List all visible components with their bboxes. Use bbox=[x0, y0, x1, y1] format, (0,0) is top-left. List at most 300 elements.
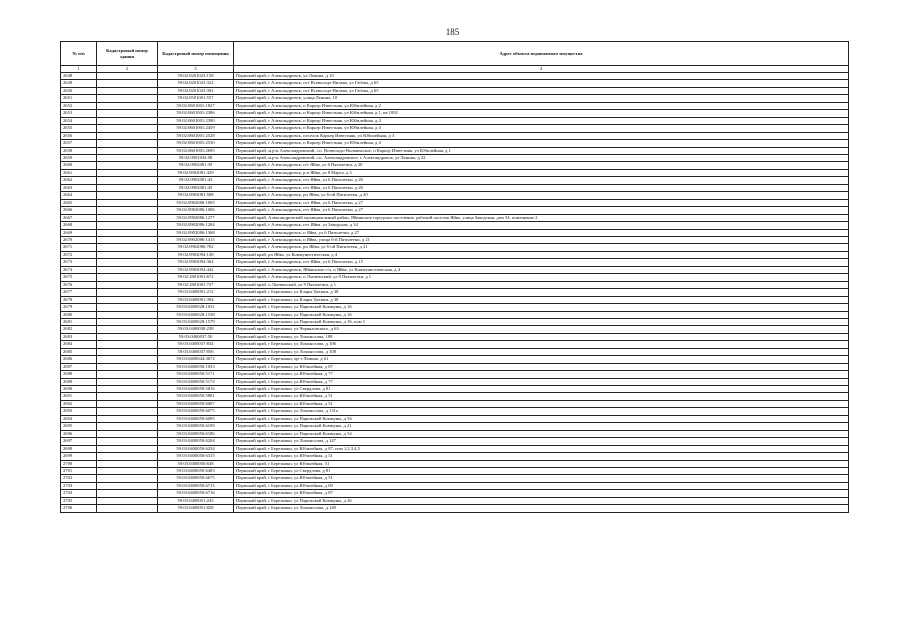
address-cell: Пермский край, г Березники, ул Юбилейная, д 77 bbox=[234, 371, 849, 378]
room-cadastral-cell: 59:03:0400050:6109 bbox=[158, 423, 234, 430]
address-cell: Пермский край, г Александровск, ул Ленина, д 10 bbox=[234, 73, 849, 80]
table-row bbox=[61, 140, 849, 147]
row-number: 2678 bbox=[61, 296, 97, 303]
table-row bbox=[61, 207, 849, 214]
table-row bbox=[61, 73, 849, 80]
row-number: 2671 bbox=[61, 244, 97, 251]
row-number: 2677 bbox=[61, 289, 97, 296]
table-row bbox=[61, 318, 849, 325]
table-row bbox=[61, 304, 849, 311]
table-row bbox=[61, 490, 849, 497]
room-cadastral-cell: 59:02:0902086:1284 bbox=[158, 222, 234, 229]
table-row bbox=[61, 214, 849, 221]
row-number: 2662 bbox=[61, 177, 97, 184]
building-cadastral-cell bbox=[97, 214, 158, 221]
row-number: 2650 bbox=[61, 87, 97, 94]
row-number: 2661 bbox=[61, 169, 97, 176]
address-cell: Пермский край, рп Яйва, ул Коммунистическая, д 4 bbox=[234, 251, 849, 258]
address-cell: Пермский край, г Березники, ул Свердлова, д 81 bbox=[234, 468, 849, 475]
room-cadastral-cell: 59:03:0400050:5816 bbox=[158, 386, 234, 393]
room-cadastral-cell: 59:02:0902086:1368 bbox=[158, 229, 234, 236]
address-cell: Пермский край, г Александровск, рп Яйва, ул 6-ой Пятилетки, д 20 bbox=[234, 192, 849, 199]
room-cadastral-cell: 59:03:0400028:1538 bbox=[158, 311, 234, 318]
property-registry-table bbox=[60, 41, 849, 513]
building-cadastral-cell bbox=[97, 192, 158, 199]
building-cadastral-cell bbox=[97, 453, 158, 460]
row-number: 2704 bbox=[61, 490, 97, 497]
address-cell: Пермский край, г Березники, пр-т Ленина, д 61 bbox=[234, 356, 849, 363]
row-number: 2673 bbox=[61, 259, 97, 266]
table-row bbox=[61, 236, 849, 243]
room-cadastral-cell: 59:02:0201023:322 bbox=[158, 80, 234, 87]
building-cadastral-cell bbox=[97, 497, 158, 504]
table-row bbox=[61, 132, 849, 139]
row-number: 2693 bbox=[61, 408, 97, 415]
building-cadastral-cell bbox=[97, 169, 158, 176]
row-number: 2695 bbox=[61, 423, 97, 430]
building-cadastral-cell bbox=[97, 386, 158, 393]
address-cell: Пермский край, г Березники, ул Юбилейная, д 87 bbox=[234, 490, 849, 497]
room-cadastral-cell: 59:03:0400044:3672 bbox=[158, 356, 234, 363]
row-number: 2699 bbox=[61, 453, 97, 460]
room-cadastral-cell: 59:03:0400001:394 bbox=[158, 296, 234, 303]
room-cadastral-cell: 59:03:0400050:6675 bbox=[158, 475, 234, 482]
room-cadastral-cell: 59:03:0400050:6186 bbox=[158, 430, 234, 437]
table-row bbox=[61, 281, 849, 288]
room-cadastral-cell: 59:03:0400050:5881 bbox=[158, 393, 234, 400]
room-cadastral-cell: 59:02:0902094:364 bbox=[158, 259, 234, 266]
building-cadastral-cell bbox=[97, 236, 158, 243]
building-cadastral-cell bbox=[97, 87, 158, 94]
room-cadastral-cell: 59:02:0902094:442 bbox=[158, 266, 234, 273]
table-row bbox=[61, 482, 849, 489]
row-number: 2670 bbox=[61, 236, 97, 243]
room-cadastral-cell: 59:02:0601001:2695 bbox=[158, 147, 234, 154]
table-row bbox=[61, 363, 849, 370]
table-row bbox=[61, 229, 849, 236]
table-row bbox=[61, 430, 849, 437]
row-number: 2701 bbox=[61, 468, 97, 475]
address-cell: Пермский край, г Александровск, п/т Яйва, ул 6 Пятилетки, д 20 bbox=[234, 162, 849, 169]
room-cadastral-cell: 59:03:0400050:6234 bbox=[158, 445, 234, 452]
address-cell: Пермский край, г Березники, ул Юбилейная, д 51 bbox=[234, 393, 849, 400]
column-number: 3 bbox=[158, 66, 234, 73]
room-cadastral-cell: 59:03:0400030:238 bbox=[158, 326, 234, 333]
room-cadastral-cell: 59:02:0902086:1415 bbox=[158, 236, 234, 243]
address-cell: Пермский край, г Александровск, п Карьер Известняк, ул Юбилейная, д 2 bbox=[234, 102, 849, 109]
table-row bbox=[61, 80, 849, 87]
table-body bbox=[61, 73, 849, 513]
building-cadastral-cell bbox=[97, 154, 158, 161]
address-cell: Пермский край, г Александровск, пгт Яйва, ул Заводская, д 34 bbox=[234, 222, 849, 229]
table-row bbox=[61, 289, 849, 296]
table-row bbox=[61, 341, 849, 348]
row-number: 2654 bbox=[61, 117, 97, 124]
room-cadastral-cell: 59:02:0902086:1005 bbox=[158, 199, 234, 206]
building-cadastral-cell bbox=[97, 147, 158, 154]
row-number: 2658 bbox=[61, 147, 97, 154]
room-cadastral-cell: 59:03:0400050:6204 bbox=[158, 438, 234, 445]
building-cadastral-cell bbox=[97, 102, 158, 109]
room-cadastral-cell: 59:03:0400050:6315 bbox=[158, 453, 234, 460]
row-number: 2702 bbox=[61, 475, 97, 482]
table-row bbox=[61, 445, 849, 452]
table-row bbox=[61, 162, 849, 169]
room-cadastral-cell: 59:03:0400028:1579 bbox=[158, 318, 234, 325]
address-cell: Пермский край, г Березники, ул Ломоносова, д 131а bbox=[234, 408, 849, 415]
room-cadastral-cell: 59:02:0902081:45 bbox=[158, 184, 234, 191]
column-number: 2 bbox=[97, 66, 158, 73]
room-cadastral-cell: 59:02:0601001:2528 bbox=[158, 132, 234, 139]
room-cadastral-cell: 59:03:0400050:6483 bbox=[158, 468, 234, 475]
room-cadastral-cell: 59:02:2801001:727 bbox=[158, 281, 234, 288]
room-cadastral-cell: 59:02:0902094:138 bbox=[158, 251, 234, 258]
row-number: 2656 bbox=[61, 132, 97, 139]
row-number: 2669 bbox=[61, 229, 97, 236]
room-cadastral-cell: 59:02:0902081:429 bbox=[158, 169, 234, 176]
column-number-row bbox=[61, 66, 849, 73]
row-number: 2674 bbox=[61, 266, 97, 273]
building-cadastral-cell bbox=[97, 393, 158, 400]
row-number: 2685 bbox=[61, 348, 97, 355]
address-cell: Пермский край, г Александровск, пгт Всеволодо-Вильва, ул Габова, д 65 bbox=[234, 87, 849, 94]
room-cadastral-cell: 59:02:0902081:43 bbox=[158, 177, 234, 184]
building-cadastral-cell bbox=[97, 266, 158, 273]
room-cadastral-cell: 59:02:0902086:782 bbox=[158, 244, 234, 251]
building-cadastral-cell bbox=[97, 207, 158, 214]
building-cadastral-cell bbox=[97, 438, 158, 445]
table-row bbox=[61, 311, 849, 318]
column-number: 1 bbox=[61, 66, 97, 73]
row-number: 2655 bbox=[61, 125, 97, 132]
row-number: 2686 bbox=[61, 356, 97, 363]
address-cell: Пермский край, г Березники, ул Юбилейная, д 77 bbox=[234, 378, 849, 385]
building-cadastral-cell bbox=[97, 95, 158, 102]
room-cadastral-cell: 59:02:0902081:588 bbox=[158, 192, 234, 199]
row-number: 2705 bbox=[61, 497, 97, 504]
address-cell: Пермский край, г Березники, ул Юбилейная, д 87, пом 1,2,3,4,5 bbox=[234, 445, 849, 452]
room-cadastral-cell: 59:02:0601001:2530 bbox=[158, 140, 234, 147]
building-cadastral-cell bbox=[97, 378, 158, 385]
address-cell: Пермский край, г Березники, ул Парижской Коммуны, д 21 bbox=[234, 423, 849, 430]
address-cell: Пермский край, г Александровск, п Карьер Известняк, ул Юбилейная, д 1, кв 1002 bbox=[234, 110, 849, 117]
table-row bbox=[61, 259, 849, 266]
row-number: 2667 bbox=[61, 214, 97, 221]
room-cadastral-cell: 59:03:0400037:856 bbox=[158, 348, 234, 355]
building-cadastral-cell bbox=[97, 162, 158, 169]
row-number: 2665 bbox=[61, 199, 97, 206]
building-cadastral-cell bbox=[97, 445, 158, 452]
room-cadastral-cell: 59:02:0902081:39 bbox=[158, 162, 234, 169]
building-cadastral-cell bbox=[97, 73, 158, 80]
room-cadastral-cell: 59:03:0400037:834 bbox=[158, 341, 234, 348]
address-cell: Пермский край, г Березники, ул Юбилейная, д 51 bbox=[234, 400, 849, 407]
building-cadastral-cell bbox=[97, 356, 158, 363]
building-cadastral-cell bbox=[97, 408, 158, 415]
table-row bbox=[61, 125, 849, 132]
address-cell: Пермский край, г Березники, ул Юбилейная, д 51 bbox=[234, 475, 849, 482]
room-cadastral-cell: 59:03:0400050:6007 bbox=[158, 400, 234, 407]
building-cadastral-cell bbox=[97, 304, 158, 311]
building-cadastral-cell bbox=[97, 423, 158, 430]
building-cadastral-cell bbox=[97, 371, 158, 378]
room-cadastral-cell: 59:03:0400050:1033 bbox=[158, 363, 234, 370]
address-cell: Пермский край, м.р-н Александровский, г.п. Всеволодо-Вильвенское, п Карьер Известняк, ул Юбилейная, д 1 bbox=[234, 147, 849, 154]
building-cadastral-cell bbox=[97, 341, 158, 348]
building-cadastral-cell bbox=[97, 259, 158, 266]
table-row bbox=[61, 386, 849, 393]
table-row bbox=[61, 192, 849, 199]
row-number: 2703 bbox=[61, 482, 97, 489]
room-cadastral-cell: 59:03:0400051:245 bbox=[158, 497, 234, 504]
address-cell: Пермский край, г Александровск, пгт Яйва, ул 6 Пятилетки, д 27 bbox=[234, 207, 849, 214]
room-cadastral-cell: 59:02:0601001:2459 bbox=[158, 125, 234, 132]
row-number: 2679 bbox=[61, 304, 97, 311]
building-cadastral-cell bbox=[97, 311, 158, 318]
building-cadastral-cell bbox=[97, 460, 158, 467]
table-row bbox=[61, 266, 849, 273]
building-cadastral-cell bbox=[97, 199, 158, 206]
address-cell: Пермский край, г Александровск, улица Ленина, 10 bbox=[234, 95, 849, 102]
building-cadastral-cell bbox=[97, 475, 158, 482]
address-cell: Пермский край, г Березники, ул Свердлова, д 81 bbox=[234, 386, 849, 393]
table-row bbox=[61, 333, 849, 340]
room-cadastral-cell: 59:02:0201023:158 bbox=[158, 73, 234, 80]
row-number: 2676 bbox=[61, 281, 97, 288]
address-cell: Пермский край, г Березники, ул Черняховского, д 63 bbox=[234, 326, 849, 333]
address-cell: Пермский край, г Березники, ул Ломоносова, д 147 bbox=[234, 438, 849, 445]
building-cadastral-cell bbox=[97, 184, 158, 191]
row-number: 2666 bbox=[61, 207, 97, 214]
row-number: 2668 bbox=[61, 222, 97, 229]
room-cadastral-cell: 59:03:0400050:5174 bbox=[158, 378, 234, 385]
building-cadastral-cell bbox=[97, 125, 158, 132]
address-cell: Пермский край, г Александровск, п Лытвенский, ул 9 Пятилетки, д 1 bbox=[234, 274, 849, 281]
building-cadastral-cell bbox=[97, 251, 158, 258]
building-cadastral-cell bbox=[97, 430, 158, 437]
address-cell: Пермский край, г Александровск, Яйвинское г/п, п Яйва, ул Коммунистическая, д 4 bbox=[234, 266, 849, 273]
table-row bbox=[61, 348, 849, 355]
table-row bbox=[61, 408, 849, 415]
room-cadastral-cell: 59:02:0601001:1827 bbox=[158, 102, 234, 109]
room-cadastral-cell: 59:02:0601001:2386 bbox=[158, 110, 234, 117]
table-row bbox=[61, 393, 849, 400]
row-number: 2680 bbox=[61, 311, 97, 318]
table-row bbox=[61, 423, 849, 430]
row-number: 2657 bbox=[61, 140, 97, 147]
building-cadastral-cell bbox=[97, 110, 158, 117]
address-cell: Пермский край, г Александровск, пгт Яйва, ул 6 Пятилетки, д 20 bbox=[234, 184, 849, 191]
room-cadastral-cell: 59:02:0901034:58 bbox=[158, 154, 234, 161]
room-cadastral-cell: 59:02:0902086:1277 bbox=[158, 214, 234, 221]
address-cell: Пермский край, г Александровск, пгт Яйва, ул 6 Пятилетки, д 20 bbox=[234, 177, 849, 184]
row-number: 2649 bbox=[61, 80, 97, 87]
address-cell: Пермский край, г Березники, ул Ломоносова, д 106 bbox=[234, 341, 849, 348]
room-cadastral-cell: 59:03:0400050:6075 bbox=[158, 408, 234, 415]
building-cadastral-cell bbox=[97, 132, 158, 139]
table-row bbox=[61, 184, 849, 191]
table-row bbox=[61, 147, 849, 154]
address-cell: Пермский край, г Александровск, рп Яйва, ул 6-ой Пятилетки, д 21 bbox=[234, 244, 849, 251]
row-number: 2652 bbox=[61, 102, 97, 109]
table-row bbox=[61, 199, 849, 206]
row-number: 2706 bbox=[61, 505, 97, 512]
address-cell: Пермский край, г Березники, ул Клары Цеткин, д 38 bbox=[234, 289, 849, 296]
address-cell: Пермский край, г Александровск, п Карьер Известняк, ул Юбилейная, д 4 bbox=[234, 117, 849, 124]
building-cadastral-cell bbox=[97, 117, 158, 124]
address-cell: Пермский край, г Березники, ул Ломоносова, д 149 bbox=[234, 505, 849, 512]
room-cadastral-cell: 59:03:0400001:212 bbox=[158, 289, 234, 296]
address-cell: Пермский край, г Александровск, пгт Яйва, ул 6 Пятилетки, д 27 bbox=[234, 199, 849, 206]
building-cadastral-cell bbox=[97, 80, 158, 87]
building-cadastral-cell bbox=[97, 318, 158, 325]
row-number: 2696 bbox=[61, 430, 97, 437]
table-row bbox=[61, 251, 849, 258]
table-row bbox=[61, 117, 849, 124]
address-cell: Пермский край, г Александровск, поселок Карьер Известняк, ул Юбилейная, д 3 bbox=[234, 132, 849, 139]
row-number: 2687 bbox=[61, 363, 97, 370]
header-room-cadastral: Кадастровый номер помещения bbox=[158, 42, 234, 66]
header-num: № п/п bbox=[61, 42, 97, 66]
address-cell: Пермский край, Александровский муниципальный район, Яйвинское городское поселение, рабочий поселок Яйва, улица Заводская, дом 34, помещение 2 bbox=[234, 214, 849, 221]
address-cell: Пермский край, г Березники, ул Ломоносова, д 108 bbox=[234, 348, 849, 355]
address-cell: Пермский край, г Березники, ул Парижской Коммуны, д 26 bbox=[234, 497, 849, 504]
table-row bbox=[61, 154, 849, 161]
row-number: 2688 bbox=[61, 371, 97, 378]
table-row bbox=[61, 505, 849, 512]
row-number: 2692 bbox=[61, 400, 97, 407]
row-number: 2682 bbox=[61, 326, 97, 333]
room-cadastral-cell: 59:03:0400051:828 bbox=[158, 505, 234, 512]
building-cadastral-cell bbox=[97, 222, 158, 229]
row-number: 2664 bbox=[61, 192, 97, 199]
building-cadastral-cell bbox=[97, 140, 158, 147]
row-number: 2675 bbox=[61, 274, 97, 281]
header-building-cadastral: Кадастровый номер здания bbox=[97, 42, 158, 66]
table-row bbox=[61, 274, 849, 281]
table-row bbox=[61, 169, 849, 176]
room-cadastral-cell: 59:03:0400050:5171 bbox=[158, 371, 234, 378]
building-cadastral-cell bbox=[97, 505, 158, 512]
address-cell: Пермский край, г Березники, ул Парижской Коммуны, д 16, пом 1 bbox=[234, 318, 849, 325]
table-row bbox=[61, 468, 849, 475]
row-number: 2697 bbox=[61, 438, 97, 445]
building-cadastral-cell bbox=[97, 326, 158, 333]
building-cadastral-cell bbox=[97, 177, 158, 184]
table-row bbox=[61, 378, 849, 385]
address-cell: Пермский край, г Березники, ул Юбилейная, д 51 bbox=[234, 453, 849, 460]
table-row bbox=[61, 95, 849, 102]
room-cadastral-cell: 59:02:2801001:672 bbox=[158, 274, 234, 281]
table-row bbox=[61, 102, 849, 109]
page-number: 185 bbox=[445, 27, 460, 37]
row-number: 2683 bbox=[61, 333, 97, 340]
address-cell: Пермский край, г Александровск, п Карьер Известняк, ул Юбилейная, д 4 bbox=[234, 140, 849, 147]
room-cadastral-cell: 59:03:0400050:6095 bbox=[158, 415, 234, 422]
table-row bbox=[61, 177, 849, 184]
address-cell: Пермский край, м.р-н Александровский, г.п. Александровское, г Александровск, ул Ленина, д 22 bbox=[234, 154, 849, 161]
address-cell: Пермский край, г Березники, ул Парижской Коммуны, д 54 bbox=[234, 430, 849, 437]
building-cadastral-cell bbox=[97, 348, 158, 355]
building-cadastral-cell bbox=[97, 490, 158, 497]
address-cell: Пермский край, г Александровск, п Яйва, улица 6-й Пятилетки, д 21 bbox=[234, 236, 849, 243]
row-number: 2690 bbox=[61, 386, 97, 393]
row-number: 2684 bbox=[61, 341, 97, 348]
row-number: 2648 bbox=[61, 73, 97, 80]
table-row bbox=[61, 296, 849, 303]
address-cell: Пермский край, г Березники, ул Юбилейная, д 87 bbox=[234, 363, 849, 370]
row-number: 2691 bbox=[61, 393, 97, 400]
table-row bbox=[61, 438, 849, 445]
table-row bbox=[61, 222, 849, 229]
room-cadastral-cell: 59:03:0400050:638 bbox=[158, 460, 234, 467]
building-cadastral-cell bbox=[97, 289, 158, 296]
building-cadastral-cell bbox=[97, 363, 158, 370]
row-number: 2660 bbox=[61, 162, 97, 169]
building-cadastral-cell bbox=[97, 333, 158, 340]
table-row bbox=[61, 475, 849, 482]
header-address: Адрес объекта недвижимого имущества bbox=[234, 42, 849, 66]
row-number: 2659 bbox=[61, 154, 97, 161]
table-header-row bbox=[61, 42, 849, 66]
table-row bbox=[61, 415, 849, 422]
address-cell: Пермский край, г Березники, ул Юбилейная, 51 bbox=[234, 460, 849, 467]
building-cadastral-cell bbox=[97, 482, 158, 489]
room-cadastral-cell: 59:02:0501001:557 bbox=[158, 95, 234, 102]
table-row bbox=[61, 87, 849, 94]
table-row bbox=[61, 400, 849, 407]
room-cadastral-cell: 59:02:0201023:392 bbox=[158, 87, 234, 94]
building-cadastral-cell bbox=[97, 244, 158, 251]
table-row bbox=[61, 453, 849, 460]
address-cell: Пермский край, г Березники, ул Юбилейная, д 69 bbox=[234, 482, 849, 489]
building-cadastral-cell bbox=[97, 229, 158, 236]
room-cadastral-cell: 59:02:0601001:2390 bbox=[158, 117, 234, 124]
room-cadastral-cell: 59:02:0902086:1006 bbox=[158, 207, 234, 214]
table-row bbox=[61, 371, 849, 378]
address-cell: Пермский край, г Березники, ул Ломоносова, 108 bbox=[234, 333, 849, 340]
address-cell: Пермский край, г Березники, ул Парижской Коммуны, д 16 bbox=[234, 311, 849, 318]
room-cadastral-cell: 59:03:0400050:6715 bbox=[158, 482, 234, 489]
address-cell: Пермский край, г Березники, ул Парижской Коммуны, д 16 bbox=[234, 304, 849, 311]
address-cell: Пермский край, г Александровск, р.п Яйва, ул 8 Марта, д 3 bbox=[234, 169, 849, 176]
table-row bbox=[61, 244, 849, 251]
building-cadastral-cell bbox=[97, 296, 158, 303]
column-number: 4 bbox=[234, 66, 849, 73]
table-row bbox=[61, 110, 849, 117]
row-number: 2694 bbox=[61, 415, 97, 422]
address-cell: Пермский край, г Березники, ул Клары Цеткин, д 38 bbox=[234, 296, 849, 303]
address-cell: Пермский край, г Александровск, пгт Всеволодо-Вильва, ул Габова, д 65 bbox=[234, 80, 849, 87]
room-cadastral-cell: 59:03:0400028:1031 bbox=[158, 304, 234, 311]
building-cadastral-cell bbox=[97, 281, 158, 288]
row-number: 2672 bbox=[61, 251, 97, 258]
room-cadastral-cell: 59:03:0400037:50 bbox=[158, 333, 234, 340]
address-cell: Пермский край, п Лытвенский, ул 9 Пятилетки, д 1 bbox=[234, 281, 849, 288]
building-cadastral-cell bbox=[97, 400, 158, 407]
room-cadastral-cell: 59:03:0400050:6716 bbox=[158, 490, 234, 497]
address-cell: Пермский край, г Александровск, п Карьер Известняк, ул Юбилейная, д 4 bbox=[234, 125, 849, 132]
row-number: 2651 bbox=[61, 95, 97, 102]
building-cadastral-cell bbox=[97, 468, 158, 475]
row-number: 2663 bbox=[61, 184, 97, 191]
row-number: 2681 bbox=[61, 318, 97, 325]
table-row bbox=[61, 326, 849, 333]
address-cell: Пермский край, г Александровск, п Яйва, ул 6 Пятилетки, д 27 bbox=[234, 229, 849, 236]
table-row bbox=[61, 356, 849, 363]
address-cell: Пермский край, г Березники, ул Парижской Коммуны, д 54 bbox=[234, 415, 849, 422]
address-cell: Пермский край, г Александровск, пгт Яйва, ул 6 Пятилетки, д 15 bbox=[234, 259, 849, 266]
